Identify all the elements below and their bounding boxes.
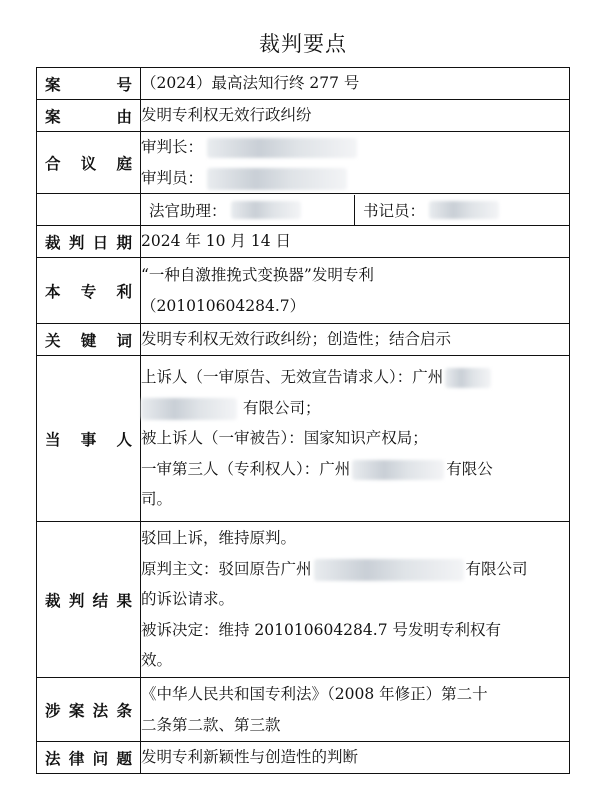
label-empty bbox=[37, 194, 141, 226]
assistant-label: 法官助理： bbox=[149, 201, 227, 220]
third-party-line bbox=[141, 454, 569, 485]
appellee-line: 被上诉人（一审被告）：国家知识产权局； bbox=[141, 429, 428, 448]
label-char: 条 bbox=[116, 701, 132, 720]
label-char: 案 bbox=[45, 107, 61, 126]
redacted-name bbox=[445, 368, 491, 388]
case-number-value: （2024）最高法知行终 277 号 bbox=[141, 74, 360, 93]
result-line-2 bbox=[141, 554, 569, 585]
label-char: 律 bbox=[68, 749, 85, 768]
third-party-text-2: 有限公 bbox=[446, 459, 493, 478]
label-char: 专 bbox=[80, 282, 97, 301]
result-text-2: 有限公司 bbox=[465, 559, 528, 578]
redacted-name bbox=[141, 398, 237, 420]
third-party-text: 一审第三人（专利权人）：广州 bbox=[141, 459, 351, 478]
result-text: 原判主文：驳回原告广州 bbox=[141, 559, 312, 578]
redacted-name bbox=[207, 138, 357, 158]
redacted-name bbox=[314, 559, 464, 581]
label-case-number bbox=[37, 68, 141, 100]
label-date bbox=[37, 226, 141, 258]
label-char: 题 bbox=[116, 749, 132, 768]
chief-judge-line bbox=[141, 132, 569, 163]
appellant-text: 上诉人（一审原告、无效宣告请求人）：广州 bbox=[141, 368, 444, 387]
label-char: 期 bbox=[116, 233, 132, 252]
label-char: 法 bbox=[45, 749, 61, 768]
redacted-name bbox=[207, 168, 347, 190]
patent-number: （201010604284.7） bbox=[141, 296, 306, 315]
row-date bbox=[37, 226, 570, 258]
result-line-3: 的诉讼请求。 bbox=[141, 590, 235, 609]
patent-title: “一种自激推挽式变换器”发明专利 bbox=[141, 266, 374, 284]
label-char: 判 bbox=[68, 233, 85, 252]
appellant-line-2 bbox=[141, 393, 569, 424]
result-line-5: 效。 bbox=[141, 651, 173, 670]
label-panel bbox=[37, 132, 141, 194]
appellant-line bbox=[141, 362, 569, 393]
label-char: 案 bbox=[68, 701, 85, 720]
label-char: 词 bbox=[116, 331, 132, 350]
clerk-label: 书记员： bbox=[363, 201, 426, 220]
label-char: 由 bbox=[116, 107, 132, 126]
label-char: 果 bbox=[116, 591, 132, 610]
redacted-name bbox=[352, 460, 444, 480]
label-char: 人 bbox=[116, 430, 132, 449]
row-cause bbox=[37, 100, 570, 132]
label-char: 涉 bbox=[45, 701, 61, 720]
law-line-2: 二条第二款、第三款 bbox=[141, 715, 281, 734]
appellant-text-2: 有限公司； bbox=[243, 398, 321, 417]
label-char: 号 bbox=[116, 75, 132, 94]
label-char: 裁 bbox=[45, 233, 61, 252]
label-keywords bbox=[37, 324, 141, 356]
page-title: 裁判要点 bbox=[259, 32, 347, 56]
row-law bbox=[37, 678, 570, 742]
label-law bbox=[37, 678, 141, 742]
label-char: 利 bbox=[116, 282, 132, 301]
label-char: 合 bbox=[45, 154, 61, 173]
row-case-number bbox=[37, 68, 570, 100]
case-summary-table bbox=[36, 67, 570, 774]
label-cause bbox=[37, 100, 141, 132]
redacted-name bbox=[429, 201, 499, 219]
legal-issue-value: 发明专利新颖性与创造性的判断 bbox=[141, 748, 359, 767]
label-char: 问 bbox=[92, 749, 109, 768]
judge-label: 审判员： bbox=[141, 168, 204, 187]
row-patent bbox=[37, 258, 570, 324]
label-char: 结 bbox=[92, 591, 109, 610]
label-parties bbox=[37, 356, 141, 522]
label-char: 事 bbox=[80, 430, 97, 449]
label-char: 本 bbox=[45, 282, 61, 301]
label-result bbox=[37, 522, 141, 678]
label-char: 键 bbox=[80, 331, 97, 350]
label-char: 日 bbox=[92, 233, 109, 252]
judge-line bbox=[141, 163, 569, 194]
third-party-line-2: 司。 bbox=[141, 490, 173, 509]
label-char: 议 bbox=[80, 154, 97, 173]
label-char: 法 bbox=[92, 701, 109, 720]
keywords-value: 发明专利权无效行政纠纷；创造性；结合启示 bbox=[141, 330, 452, 349]
row-result bbox=[37, 522, 570, 678]
label-char: 庭 bbox=[116, 154, 132, 173]
cause-value: 发明专利权无效行政纠纷 bbox=[141, 106, 312, 125]
label-legal-issue bbox=[37, 742, 141, 774]
chief-judge-label: 审判长： bbox=[141, 138, 204, 156]
label-char: 裁 bbox=[45, 591, 61, 610]
label-char: 判 bbox=[68, 591, 85, 610]
label-char: 关 bbox=[45, 331, 61, 350]
result-line-1: 驳回上诉，维持原判。 bbox=[141, 529, 297, 548]
date-value: 2024 年 10 月 14 日 bbox=[141, 232, 292, 251]
label-patent bbox=[37, 258, 141, 324]
row-assistant bbox=[37, 194, 570, 226]
row-parties bbox=[37, 356, 570, 522]
row-keywords bbox=[37, 324, 570, 356]
redacted-name bbox=[231, 201, 301, 219]
label-char: 当 bbox=[45, 430, 61, 449]
law-line-1: 《中华人民共和国专利法》（2008 年修正）第二十 bbox=[141, 685, 488, 703]
label-char: 案 bbox=[45, 75, 61, 94]
row-legal-issue bbox=[37, 742, 570, 774]
row-panel bbox=[37, 132, 570, 194]
result-line-4: 被诉决定：维持 201010604284.7 号发明专利权有 bbox=[141, 620, 501, 639]
